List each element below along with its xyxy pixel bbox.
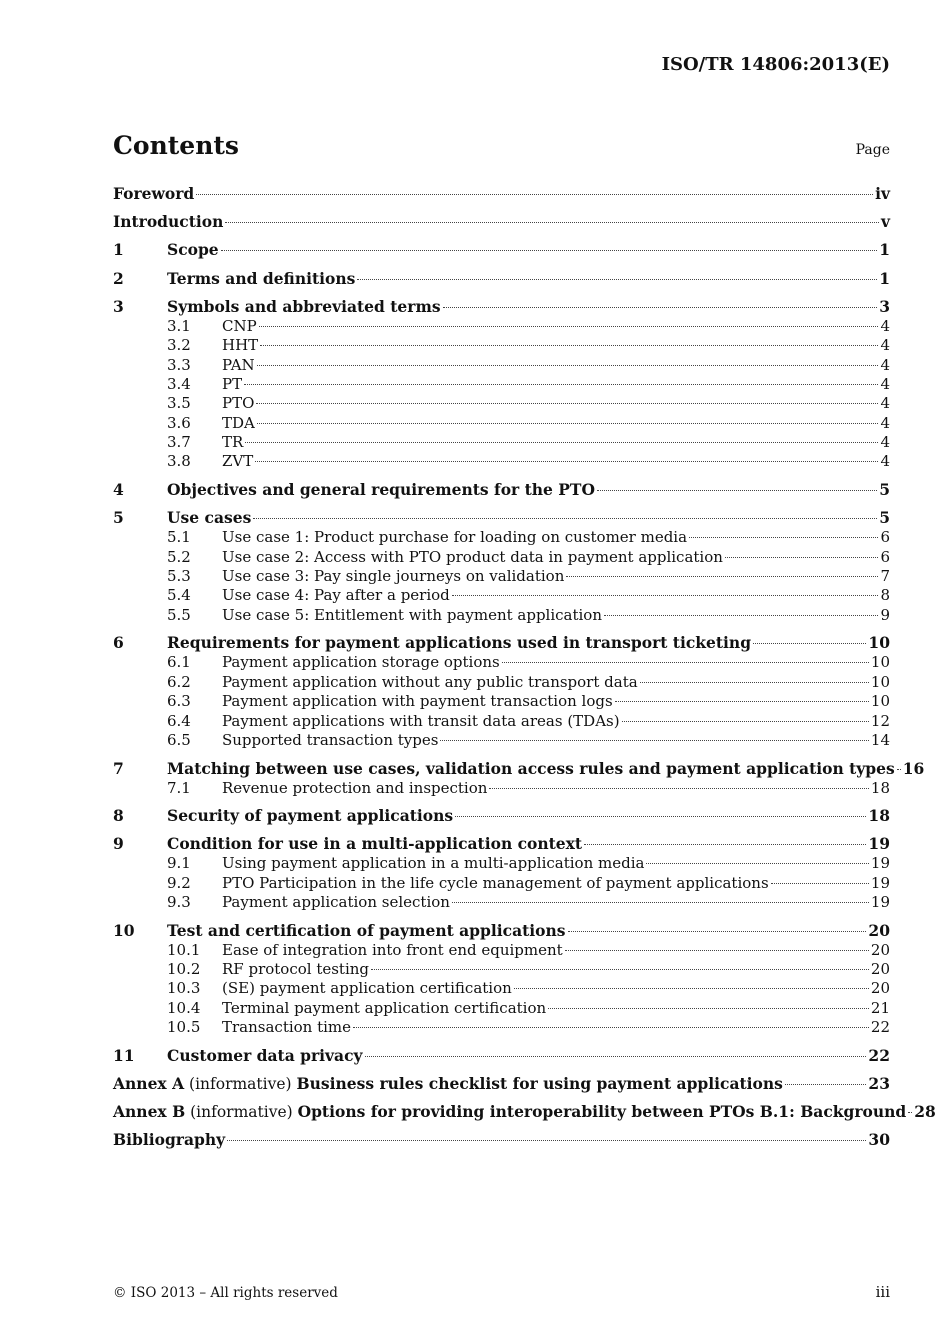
toc-entry-page-number: 19 [870,854,890,873]
toc-entry[interactable] [113,586,890,605]
toc-entry-title [167,240,219,260]
toc-entry-leader-dots [256,403,878,404]
toc-entry-leader-dots [584,844,866,845]
toc-entry-title-text: Use cases [167,508,252,528]
toc-entry-page-number: 6 [880,528,890,547]
toc-entry-number: 6.2 [167,672,191,691]
toc-entry-title [222,692,613,711]
toc-entry-page-number: 28 [914,1102,936,1122]
toc-entry-title [222,606,602,625]
toc-entry-page-number: 20 [870,940,890,959]
toc-entry-title-text: TDA [222,413,255,432]
toc-entry-title [222,731,438,750]
toc-entry[interactable] [113,834,890,854]
toc-entry-page-number: 5 [879,480,890,500]
toc-entry[interactable] [113,297,890,317]
toc-entry-leader-dots [622,721,869,722]
toc-entry-title-text: PTO Participation in the life cycle management of payment applications [222,873,769,892]
toc-entry-title [222,528,687,547]
toc-entry-page-number: 7 [880,567,890,586]
toc-entry-number: 5.2 [167,547,191,566]
toc-entry-leader-dots [548,1008,869,1009]
toc-entry[interactable] [113,692,890,711]
toc-entry-title-text: Objectives and general requirements for the PTO [167,480,595,500]
toc-entry-title [222,336,258,355]
toc-entry-number: 4 [113,480,124,500]
toc-entry-number: 5.1 [167,528,191,547]
toc-entry[interactable] [113,212,890,232]
toc-entry-leader-dots [514,988,869,989]
toc-entry[interactable] [113,999,890,1018]
toc-entry-page-number: v [880,212,890,232]
toc-entry-title [167,633,751,653]
toc-entry-leader-dots [225,222,879,223]
toc-entry-title-text: Using payment application in a multi-application media [222,854,645,873]
toc-entry-title [222,414,255,433]
toc-entry-leader-dots [908,1112,912,1113]
toc-entry-leader-dots [245,442,878,443]
toc-entry-number: 3.1 [167,316,191,335]
toc-entry-leader-dots [440,740,868,741]
toc-entry-title-text: Revenue protection and inspection [222,778,488,797]
toc-entry[interactable] [113,356,890,375]
toc-entry-title-text: Scope [167,240,219,260]
toc-entry-title-text: Ease of integration into front end equipment [222,940,563,959]
toc-entry-leader-dots [455,816,866,817]
toc-entry[interactable] [113,480,890,500]
toc-entry-leader-dots [257,365,879,366]
toc-entry-title-text: Supported transaction types [222,730,439,749]
toc-entry-page-number: 18 [870,778,890,797]
toc-entry-title [167,921,566,941]
toc-entry-number: 6 [113,633,124,653]
toc-entry[interactable] [113,921,890,941]
toc-entry-leader-dots [357,279,877,280]
toc-entry-leader-dots [689,537,878,538]
toc-entry-title [113,1074,783,1094]
toc-entry-title [167,480,595,500]
toc-entry-annex-title: Business rules checklist for using payment applications [296,1073,783,1093]
toc-entry-page-number: 3 [879,296,890,316]
toc-entry-leader-dots [452,595,879,596]
toc-entry-number: 10.3 [167,979,201,998]
toc-entry-leader-dots [604,615,878,616]
document-id: ISO/TR 14806:2013(E) [661,54,890,75]
toc-entry-title [167,1046,363,1066]
toc-entry-title-text: Symbols and abbreviated terms [167,296,441,316]
toc-entry[interactable] [113,960,890,979]
toc-entry-title-text: Use case 2: Access with PTO product data in payment application [222,547,723,566]
toc-entry-title-text: TR [222,433,244,452]
toc-entry-leader-dots [259,326,879,327]
toc-entry-number: 3.3 [167,355,191,374]
toc-entry-title [167,508,251,528]
toc-entry-title-text: PAN [222,355,255,374]
toc-entry-title-text: Terms and definitions [167,268,356,288]
toc-entry[interactable] [113,633,890,653]
toc-entry-page-number: 19 [870,893,890,912]
toc-entry-number: 5.5 [167,605,191,624]
toc-entry-title-text: Foreword [113,184,195,203]
toc-entry-leader-dots [221,250,878,251]
toc-entry-title [222,548,723,567]
toc-entry-title-text: CNP [222,316,257,335]
toc-entry[interactable] [113,394,890,413]
toc-entry-number: 3.4 [167,374,191,393]
toc-entry-annex-note: (informative) [185,1103,298,1122]
toc-entry-leader-dots [443,307,878,308]
toc-entry-page-number: 4 [880,433,890,452]
toc-entry-title [222,893,450,912]
toc-entry[interactable] [113,375,890,394]
toc-entry-title [113,212,223,232]
toc-entry[interactable] [113,893,890,912]
toc-entry-leader-dots [771,883,869,884]
toc-entry[interactable] [113,336,890,355]
footer-copyright: © ISO 2013 – All rights reserved [113,1285,338,1301]
toc-entry-number: 5 [113,508,124,528]
toc-entry-page-number: 1 [879,240,890,260]
toc-entry-page-number: 4 [880,316,890,335]
table-of-contents [113,184,936,1150]
toc-entry-number: 1 [113,240,124,260]
toc-entry[interactable] [113,317,890,336]
toc-entry-title-text: Use case 3: Pay single journeys on validation [222,567,565,586]
toc-entry[interactable] [113,941,890,960]
toc-entry-number: 9.2 [167,873,191,892]
toc-entry-title-text: ZVT [222,452,254,471]
toc-entry-number: 9 [113,834,124,854]
toc-entry-title [222,999,546,1018]
toc-entry-page-number: 14 [870,730,890,749]
toc-entry-number: 2 [113,268,124,288]
toc-entry-number: 7 [113,758,124,778]
toc-entry[interactable] [113,979,890,998]
toc-entry-leader-dots [568,931,867,932]
toc-entry-page-number: 10 [870,653,890,672]
toc-entry-title-text: Payment application without any public transport data [222,672,638,691]
page-title: Contents [113,131,240,160]
toc-entry-page-number: 22 [868,1045,890,1065]
toc-entry[interactable] [113,1074,890,1094]
toc-entry-number: 3.2 [167,336,191,355]
toc-entry-number: 5.3 [167,567,191,586]
toc-entry-leader-dots [196,194,873,195]
toc-entry-title [222,941,563,960]
toc-entry-title [222,960,369,979]
toc-entry-title-text: Requirements for payment applications used in transport ticketing [167,633,752,653]
toc-entry-title [222,317,257,336]
toc-entry-title [222,854,644,873]
toc-entry-title-text: Payment application storage options [222,653,500,672]
toc-entry-page-number: iv [875,184,890,203]
toc-entry-title [167,269,355,289]
toc-entry-title-text: (SE) payment application certification [222,979,512,998]
toc-entry[interactable] [113,548,890,567]
toc-entry-title-text: Test and certification of payment applications [167,920,566,940]
toc-entry-title [222,874,769,893]
toc-entry-page-number: 1 [879,268,890,288]
toc-entry-leader-dots [353,1027,869,1028]
toc-entry[interactable] [113,567,890,586]
toc-entry[interactable] [113,712,890,731]
toc-entry-page-number: 4 [880,336,890,355]
toc-entry[interactable] [113,528,890,547]
toc-entry-title [222,779,487,798]
toc-entry-title [113,184,194,204]
toc-entry[interactable] [113,414,890,433]
toc-entry-page-number: 16 [902,758,925,778]
toc-entry-title [222,979,512,998]
toc-entry-leader-dots [615,701,869,702]
toc-entry-title-text: Transaction time [222,1018,352,1037]
toc-entry-title-text: Condition for use in a multi-application context [167,834,583,854]
toc-entry-page-number: 12 [870,711,890,730]
toc-entry-number: 3.7 [167,433,191,452]
toc-entry-page-number: 21 [870,998,890,1017]
toc-entry[interactable] [113,673,890,692]
toc-entry-number: 10.5 [167,1018,201,1037]
toc-entry-leader-dots [725,557,879,558]
toc-entry-title-text: Payment application with payment transaction logs [222,692,613,711]
toc-entry-leader-dots [244,384,878,385]
toc-entry[interactable] [113,1046,890,1066]
toc-entry-number: 5.4 [167,586,191,605]
toc-entry-page-number: 5 [879,508,890,528]
toc-entry[interactable] [113,508,890,528]
toc-entry[interactable] [113,606,890,625]
footer-page-number: iii [875,1283,890,1301]
toc-entry-number: 7.1 [167,778,191,797]
toc-entry-number: 10.2 [167,960,201,979]
toc-entry-title-text: HHT [222,336,259,355]
toc-entry-title-text: Terminal payment application certification [222,998,547,1017]
toc-entry-leader-dots [489,788,868,789]
toc-entry-title [222,567,564,586]
toc-entry-leader-dots [646,863,868,864]
toc-entry-title-text: Security of payment applications [167,806,454,826]
toc-entry-title [222,673,638,692]
toc-entry-number: 3 [113,296,124,316]
toc-entry-leader-dots [260,345,878,346]
toc-entry-page-number: 19 [868,834,890,854]
toc-entry[interactable] [113,452,890,471]
toc-entry-leader-dots [257,423,879,424]
toc-entry-page-number: 10 [870,672,890,691]
toc-entry[interactable] [113,240,890,260]
toc-entry[interactable] [113,874,890,893]
toc-entry-page-number: 19 [870,873,890,892]
toc-entry-page-number: 4 [880,413,890,432]
toc-entry-title [113,1102,906,1122]
toc-entry-leader-dots [365,1056,867,1057]
toc-entry-title-text: PTO [222,394,255,413]
toc-entry-number: 10.1 [167,940,201,959]
toc-entry-number: 10 [113,920,135,940]
toc-entry-page-number: 20 [870,979,890,998]
toc-entry-number: 6.1 [167,653,191,672]
toc-entry[interactable] [113,653,890,672]
toc-entry-title [167,759,895,779]
toc-entry[interactable] [113,1130,890,1150]
toc-entry-number: 6.5 [167,730,191,749]
toc-entry[interactable] [113,184,890,204]
toc-entry-title-text: Introduction [113,212,224,232]
toc-entry-title [222,394,254,413]
toc-entry-number: 3.8 [167,452,191,471]
toc-entry-annex-note: (informative) [184,1074,297,1093]
toc-entry-page-number: 4 [880,452,890,471]
page-column-label: Page [855,142,890,158]
toc-entry-number: 8 [113,806,124,826]
toc-entry-page-number: 4 [880,394,890,413]
toc-entry-title [167,806,453,826]
toc-entry-leader-dots [597,490,877,491]
toc-entry-leader-dots [255,461,878,462]
toc-entry-page-number: 30 [868,1130,890,1150]
toc-entry-title-text: Annex B [113,1102,186,1122]
toc-entry-title-text: Use case 5: Entitlement with payment application [222,605,603,624]
toc-entry-page-number: 9 [880,605,890,624]
toc-entry-page-number: 10 [868,633,890,653]
toc-entry-leader-dots [753,643,866,644]
toc-entry-title [222,433,243,452]
toc-entry-leader-dots [452,902,869,903]
toc-entry-title-text: Annex A [113,1073,185,1093]
toc-entry-page-number: 4 [880,374,890,393]
toc-entry[interactable] [113,731,890,750]
toc-entry-title-text: Payment applications with transit data areas (TDAs) [222,711,620,730]
toc-entry-title-text: Payment application selection [222,893,450,912]
toc-entry-title [222,1018,351,1037]
toc-entry-title [222,653,500,672]
toc-entry-title [222,586,450,605]
toc-entry-leader-dots [566,576,878,577]
toc-entry-leader-dots [227,1140,866,1141]
toc-entry-page-number: 22 [870,1018,890,1037]
toc-entry-title [222,356,255,375]
toc-entry-title-text: Matching between use cases, validation access rules and payment application types [167,758,895,778]
toc-entry-page-number: 20 [870,960,890,979]
toc-entry-title-text: Use case 1: Product purchase for loading on customer media [222,528,688,547]
toc-entry[interactable] [113,854,890,873]
toc-entry[interactable] [113,269,890,289]
toc-entry-annex-title: Options for providing interoperability between PTOs B.1: Background [297,1102,907,1122]
toc-entry-leader-dots [502,662,869,663]
toc-entry-title-text: PT [222,374,243,393]
toc-entry-number: 9.3 [167,893,191,912]
toc-entry-title-text: Use case 4: Pay after a period [222,586,450,605]
toc-entry-number: 10.4 [167,998,201,1017]
toc-entry-page-number: 8 [880,586,890,605]
toc-entry[interactable] [113,806,890,826]
toc-entry-page-number: 23 [868,1073,890,1093]
toc-entry[interactable] [113,433,890,452]
toc-entry-page-number: 10 [870,692,890,711]
toc-entry-leader-dots [785,1084,867,1085]
toc-entry-leader-dots [371,969,869,970]
toc-entry-title [167,297,441,317]
toc-entry-title [222,375,242,394]
toc-entry[interactable] [113,758,925,779]
toc-entry[interactable] [113,779,890,798]
toc-entry-number: 3.6 [167,413,191,432]
toc-entry-page-number: 6 [880,547,890,566]
toc-entry-title-text: RF protocol testing [222,960,370,979]
toc-entry-page-number: 4 [880,355,890,374]
toc-entry-page-number: 20 [868,920,890,940]
toc-entry-number: 11 [113,1045,135,1065]
toc-entry-title [167,834,582,854]
toc-entry-number: 3.5 [167,394,191,413]
toc-entry-title [222,712,620,731]
toc-entry-title-text: Customer data privacy [167,1045,363,1065]
toc-entry[interactable] [113,1102,936,1122]
toc-entry-leader-dots [640,682,869,683]
toc-entry-number: 6.4 [167,711,191,730]
toc-entry-page-number: 18 [868,806,890,826]
toc-entry-leader-dots [565,950,869,951]
toc-entry-leader-dots [253,518,877,519]
toc-entry-number: 9.1 [167,854,191,873]
toc-entry-number: 6.3 [167,692,191,711]
toc-entry-leader-dots [897,769,901,770]
toc-entry-title-text: Bibliography [113,1130,226,1150]
toc-entry-title [113,1130,225,1150]
toc-entry[interactable] [113,1018,890,1037]
toc-entry-title [222,452,253,471]
